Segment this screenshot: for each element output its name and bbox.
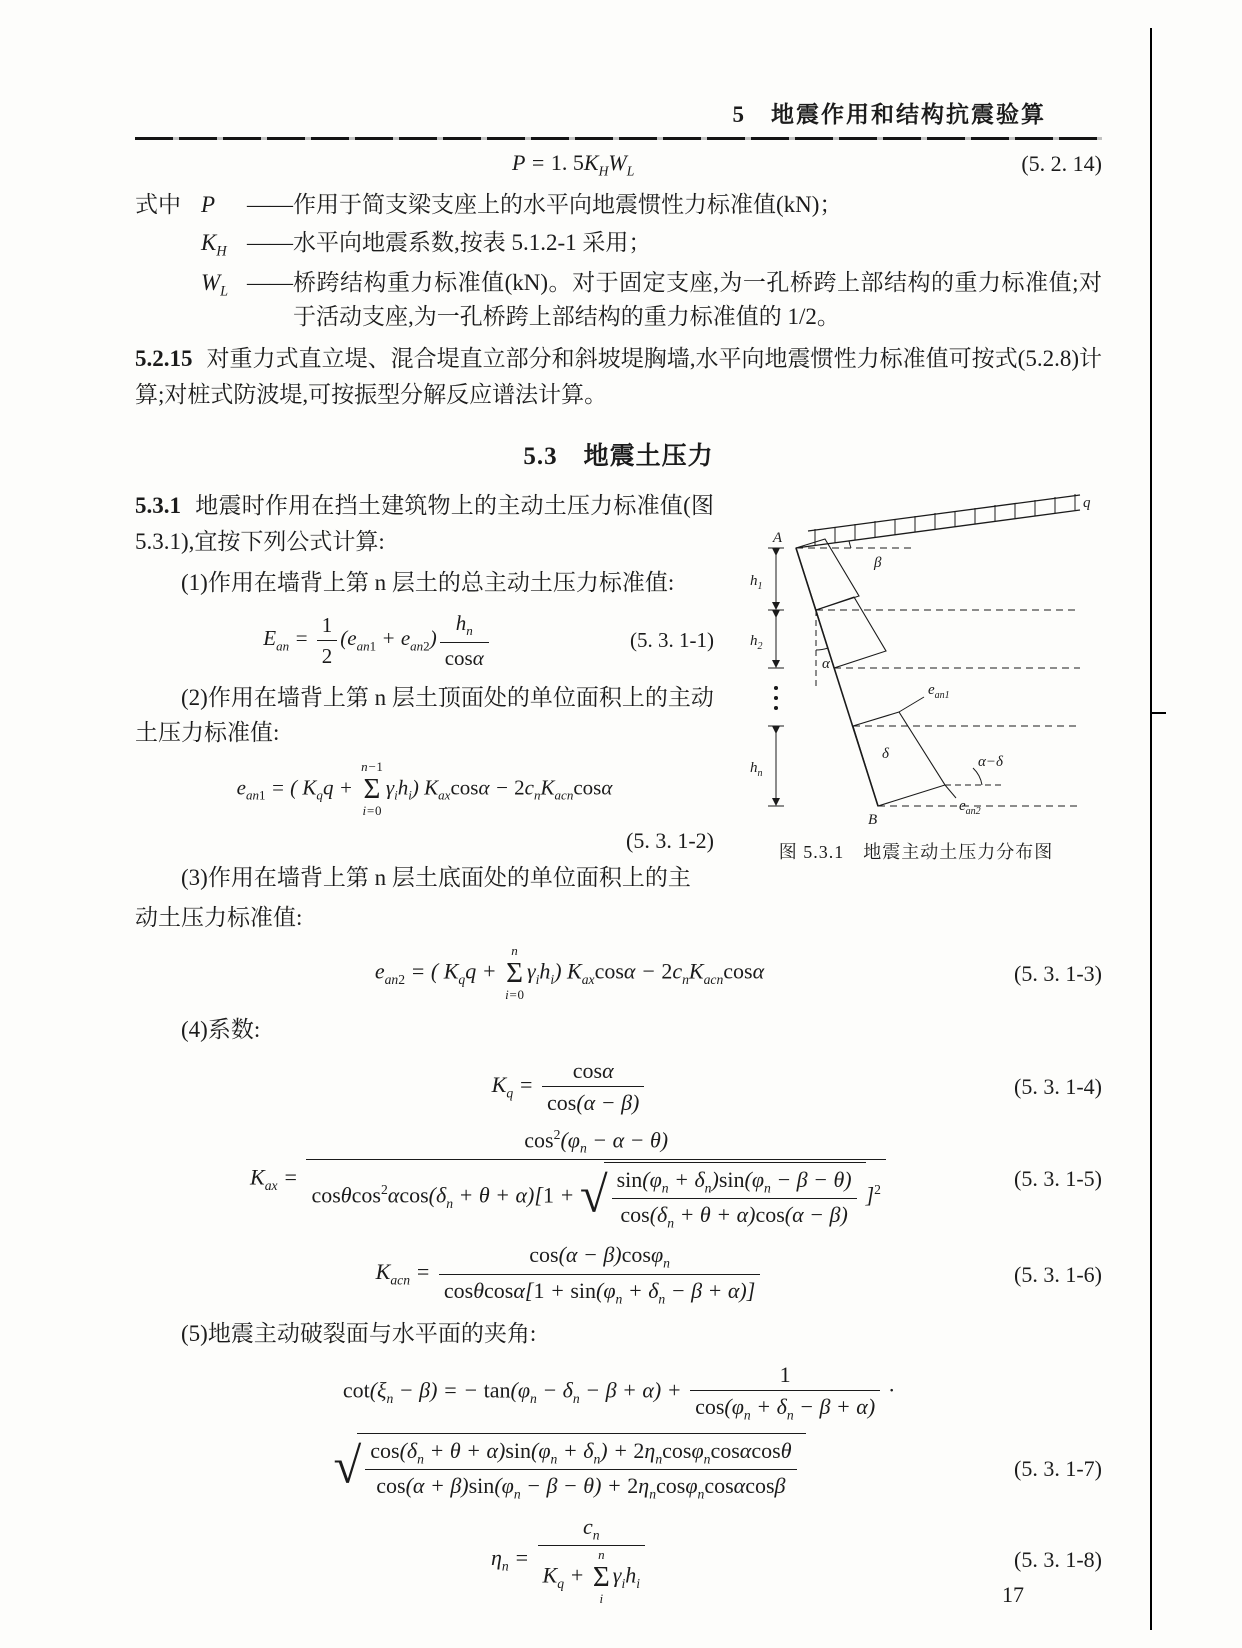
layer-ellipsis-dot (775, 707, 778, 710)
equation-5-3-1-3 (135, 944, 1102, 1003)
scan-edge-line (1150, 28, 1152, 1630)
where-intro: 式中 (135, 192, 181, 218)
definition-dash: —— (247, 192, 293, 218)
equation-5-3-1-7-number: (5. 3. 1-7) (1014, 1455, 1102, 1481)
equation-5-3-1-7-math-line2: √ $\frac{\cos(\delta_n + \theta + \alpha)\sin(\varphi_n + \delta_n) + 2\eta_n\cos\varphi_n\cos\alpha\cos\theta}{\cos(\alpha + \beta)\sin(\varphi_n - \beta - \theta) + 2\eta_n\cos\varphi_n\cos\alpha\cos\beta}$ (135, 1433, 1004, 1504)
figure-5-3-1 (730, 490, 1102, 864)
scan-edge-dash (1150, 712, 1166, 714)
equation-5-3-1-5 (135, 1126, 1102, 1233)
surcharge-top-line (808, 495, 1080, 531)
equation-5-3-1-1 (135, 610, 714, 671)
clause-5-3-1 (135, 488, 1102, 935)
label-hn: $h_n$ (750, 760, 763, 780)
running-head: 5 地震作用和结构抗震验算 (732, 102, 1046, 127)
symbol-P: P (201, 192, 216, 218)
where-intro-spacer (135, 226, 201, 263)
equation-5-3-1-4-number: (5. 3. 1-4) (1014, 1074, 1102, 1100)
equation-5-3-1-2-number: (5. 3. 1-2) (626, 827, 714, 853)
label-alpha: α (822, 656, 830, 673)
label-ean2: $e_{an2}$ (959, 798, 981, 818)
equation-5-3-1-4-math: $K_q$ = $\frac{\cos\alpha}{\cos(\alpha - \beta)}$ (135, 1057, 1004, 1117)
label-h1: $h_1$ (750, 573, 763, 593)
equation-5-3-1-8-math: $\eta_n$ = $c_n$ $K_q$ + n Σ i $\gamma_ih_i$ (135, 1513, 1004, 1607)
layer-ellipsis-dot (775, 687, 778, 690)
label-delta: δ (882, 746, 889, 763)
angle-arc-alpha-minus-delta (973, 768, 982, 785)
label-beta: β (874, 555, 882, 572)
equation-5-2-14-math: P = 1. $5K_HW_L$ (512, 150, 635, 179)
symbol-KH: $K_H$ (201, 229, 227, 260)
layer-ellipsis-dot (775, 697, 778, 700)
angle-arc-beta (849, 541, 851, 548)
label-A: A (772, 530, 782, 547)
list-item-2: (2)作用在墙背上第 n 层土顶面处的单位面积上的主动土压力标准值: (135, 684, 714, 746)
equation-5-2-14-number: (5. 2. 14) (1021, 151, 1102, 177)
definition-text-WL: 桥跨结构重力标准值(kN)。对于固定支座,为一孔桥跨上部结构的重力标准值;对于活动支座,为一孔桥跨上部结构的重力标准值的 1/2。 (293, 269, 1102, 330)
list-item-4: (4)系数: (181, 1017, 261, 1043)
equation-5-3-1-6-number: (5. 3. 1-6) (1014, 1261, 1102, 1287)
leader-ean1 (899, 697, 924, 712)
list-item-1: (1)作用在墙背上第 n 层土的总主动土压力标准值: (181, 570, 675, 596)
label-q: q (1083, 495, 1091, 512)
symbol-definitions (135, 188, 1102, 334)
ground-surface-line (796, 510, 1080, 548)
header-rule (135, 137, 1102, 140)
clause-5-2-15-number: 5.2.15 (135, 345, 193, 371)
equation-5-3-1-6 (135, 1241, 1102, 1307)
list-item-5: (5)地震主动破裂面与水平面的夹角: (181, 1321, 537, 1347)
list-item-3-continuation: 动土压力标准值: (135, 904, 303, 930)
equation-5-3-1-2 (135, 760, 714, 819)
earth-pressure-diagram (730, 490, 1102, 834)
equation-5-3-1-2-math: $e_{an1}$ = ( $K_qq$ + n−1 Σ i=0 $\gamma_ih_i$) $K_{ax}\cos\alpha - 2c_nK_{acn}\cos\alpha$ (236, 759, 613, 819)
equation-5-3-1-1-number: (5. 3. 1-1) (630, 628, 714, 653)
clause-5-3-1-text: 地震时作用在挡土建筑物上的主动土压力标准值(图 5.3.1),宜按下列公式计算: (135, 493, 714, 554)
equation-5-3-1-7-line2 (135, 1433, 1102, 1504)
definition-dash: —— (247, 229, 293, 255)
definition-text-P: 作用于简支梁支座上的水平向地震惯性力标准值(kN)； (293, 192, 843, 218)
where-intro-spacer (135, 266, 201, 335)
clause-5-2-15 (135, 341, 1102, 412)
definition-row-P (135, 188, 1102, 223)
equation-5-3-1-3-math: $e_{an2}$ = ( $K_qq$ + n Σ i=0 $\gamma_ih_i$) $K_{ax}\cos\alpha - 2c_nK_{acn}\cos\alpha$ (374, 943, 765, 1003)
equation-5-3-1-7-math-line1: $\cot(\xi_n - \beta)$ = − $\tan(\varphi_n - \delta_n - \beta + \alpha)$ + $\frac{1}{\cos(\varphi_n + \delta_n - \beta + \alpha)}$ · (342, 1361, 895, 1423)
equation-5-3-1-6-math: $K_{acn}$ = $\frac{\cos(\alpha - \beta)\cos\varphi_n}{\cos\theta\cos\alpha[1 + \sin(\varphi_n + \delta_n - \beta + \alpha)]}$ (135, 1241, 1004, 1307)
equation-5-3-1-1-math: $E_{an}$ = $\frac{1}{2}$ $(e_{an1} + e_{an2})$ $\frac{h_n}{\cos\alpha}$ (135, 610, 620, 671)
section-title-5-3: 5.3 地震土压力 (523, 443, 714, 471)
leader-ean2 (945, 785, 956, 798)
label-h2: $h_2$ (750, 633, 763, 653)
equation-5-3-1-3-number: (5. 3. 1-3) (1014, 960, 1102, 986)
pressure-wedge-layer1 (796, 539, 859, 610)
page-header (135, 96, 1102, 129)
equation-5-3-1-4 (135, 1057, 1102, 1117)
clause-5-2-15-text: 对重力式直立堤、混合堤直立部分和斜坡堤胸墙,水平向地震惯性力标准值可按式(5.2.8)计算;对桩式防波堤,可按振型分解反应谱法计算。 (135, 345, 1102, 407)
equation-5-3-1-8 (135, 1513, 1102, 1607)
equation-5-3-1-5-number: (5. 3. 1-5) (1014, 1166, 1102, 1192)
definition-text-KH: 水平向地震系数,按表 5.1.2-1 采用； (293, 229, 652, 255)
definition-dash: —— (247, 269, 293, 295)
symbol-WL: $W_L$ (201, 269, 229, 300)
equation-5-3-1-5-math: $K_{ax}$ = $\cos^2(\varphi_n - \alpha - \theta)$ $\cos\theta\cos^2\alpha\cos(\delta_n + \theta + \alpha)[1$ + √ $\frac{\sin(\varphi_n + \delta_n)\sin(\varphi_n - \beta - \theta)}{\cos(\delta_n + \theta + \alpha)\cos(\alpha - \beta)}$ ]$^2$ (135, 1126, 1004, 1233)
label-ean1: $e_{an1}$ (928, 682, 950, 702)
equation-5-2-14 (135, 149, 1102, 179)
label-B: B (868, 812, 878, 829)
definition-row-WL (135, 266, 1102, 335)
clause-5-3-1-number: 5.3.1 (135, 493, 181, 519)
list-item-3-first-line: (3)作用在墙背上第 n 层土底面处的单位面积上的主 (181, 864, 691, 890)
page-number: 17 (1002, 1582, 1024, 1607)
angle-arc-alpha (816, 648, 828, 650)
surcharge-hatching (815, 494, 1075, 545)
figure-caption: 图 5.3.1 地震主动土压力分布图 (778, 842, 1054, 863)
equation-5-3-1-7-line1 (135, 1361, 1102, 1424)
label-alpha-minus-delta: α−δ (978, 754, 1003, 771)
equation-5-3-1-8-number: (5. 3. 1-8) (1014, 1547, 1102, 1573)
definition-row-KH (135, 226, 1102, 263)
